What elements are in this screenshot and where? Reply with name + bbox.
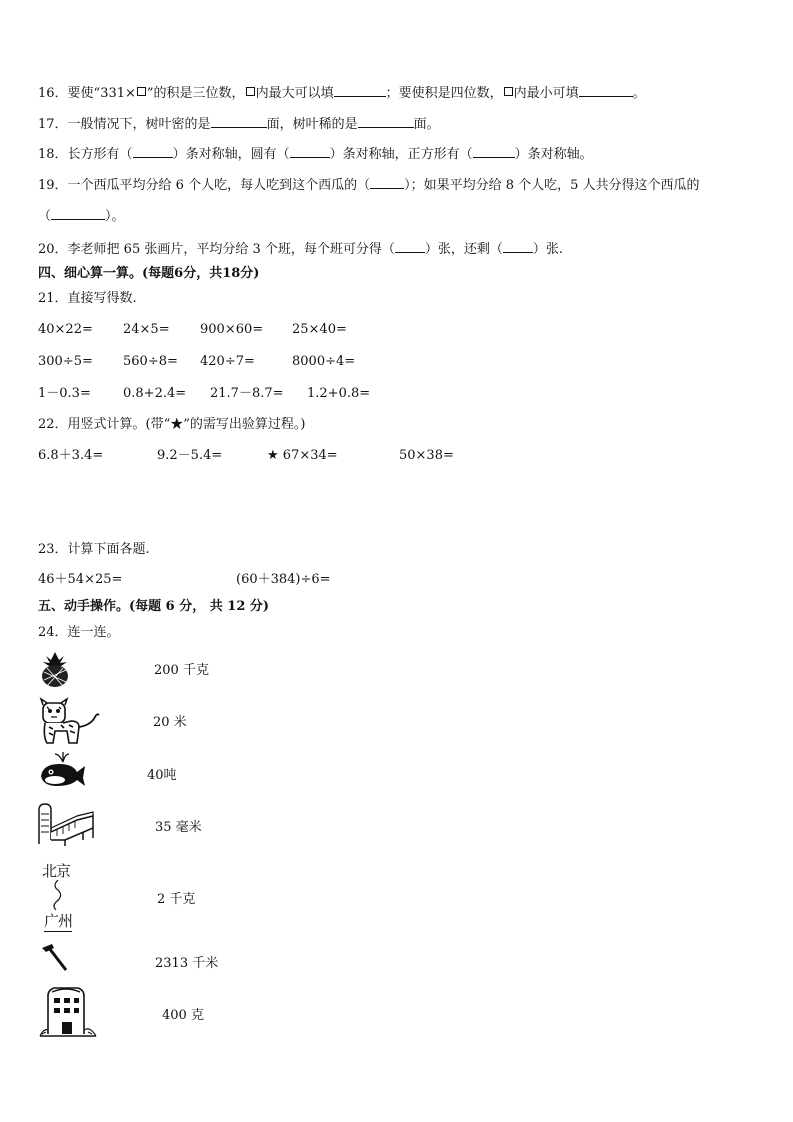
expr-21-2-3: 1.2+0.8= bbox=[307, 386, 371, 401]
answer-blank[interactable] bbox=[334, 84, 386, 97]
expr-21-1-0: 300÷5= bbox=[38, 354, 93, 369]
answer-blank[interactable] bbox=[473, 145, 515, 158]
expr-21-1-2: 420÷7= bbox=[200, 354, 255, 369]
label-1: 20 米 bbox=[153, 715, 187, 730]
nail-icon bbox=[40, 942, 70, 972]
answer-blank[interactable] bbox=[211, 115, 267, 128]
expr-21-1-3: 8000÷4= bbox=[292, 354, 356, 369]
route-line bbox=[50, 880, 66, 910]
answer-blank[interactable] bbox=[290, 145, 330, 158]
tiger-icon bbox=[37, 697, 101, 747]
answer-blank[interactable] bbox=[133, 145, 173, 158]
star-icon: ★ bbox=[170, 417, 184, 432]
question-16: 16．要使“331× ”的积是三位数， 内最大可以填 ；要使积是四位数， 内最小可填 。 bbox=[38, 86, 646, 101]
expr-21-0-0: 40×22= bbox=[38, 322, 93, 337]
label-4: 2 千克 bbox=[157, 892, 196, 907]
bed-icon bbox=[37, 800, 95, 846]
whale-icon bbox=[37, 750, 87, 790]
question-17: 17．一般情况下，树叶密的是 面，树叶稀的是 面。 bbox=[38, 117, 440, 132]
expr-21-2-0: 1－0.3= bbox=[38, 386, 91, 401]
expr-23-1: 46＋54×25= bbox=[38, 572, 123, 587]
answer-blank[interactable] bbox=[358, 115, 414, 128]
expr-22-2: 9.2－5.4= bbox=[157, 448, 223, 463]
question-19-cont: （ ）。 bbox=[38, 209, 125, 224]
expr-21-0-1: 24×5= bbox=[123, 322, 170, 337]
answer-blank[interactable] bbox=[51, 207, 105, 220]
expr-21-0-2: 900×60= bbox=[200, 322, 264, 337]
question-23-title: 23．计算下面各题. bbox=[38, 542, 150, 557]
label-6: 400 克 bbox=[162, 1008, 204, 1023]
section-5-heading: 五、动手操作。(每题 6 分， 共 12 分) bbox=[38, 599, 270, 614]
box-symbol bbox=[504, 87, 513, 96]
question-22-title: 22．用竖式计算。(带“★”的需写出验算过程。) bbox=[38, 417, 306, 432]
map-beijing-guangzhou bbox=[42, 860, 82, 932]
label-0: 200 千克 bbox=[154, 663, 209, 678]
expr-23-2: (60＋384)÷6= bbox=[236, 572, 331, 587]
label-5: 2313 千米 bbox=[155, 956, 219, 971]
question-21-title: 21．直接写得数. bbox=[38, 291, 137, 306]
question-18: 18．长方形有（ ）条对称轴，圆有（ ）条对称轴，正方形有（ ）条对称轴。 bbox=[38, 147, 593, 162]
expr-21-2-2: 21.7－8.7= bbox=[210, 386, 284, 401]
label-3: 35 毫米 bbox=[155, 820, 202, 835]
label-2: 40吨 bbox=[147, 768, 177, 783]
answer-blank[interactable] bbox=[370, 176, 404, 189]
expr-22-1: 6.8＋3.4= bbox=[38, 448, 104, 463]
star-icon: ★ bbox=[267, 448, 279, 463]
question-19: 19．一个西瓜平均分给 6 个人吃，每人吃到这个西瓜的（ ）；如果平均分给 8 个人吃，5 人共分得这个西瓜的 bbox=[38, 178, 700, 193]
pineapple-icon bbox=[37, 650, 73, 688]
box-symbol bbox=[246, 87, 255, 96]
section-4-heading: 四、细心算一算。(每题6分，共18分) bbox=[38, 266, 260, 281]
question-20: 20．李老师把 65 张画片，平均分给 3 个班，每个班可分得（ ）张，还剩（ ）张. bbox=[38, 242, 564, 257]
answer-blank[interactable] bbox=[579, 84, 633, 97]
answer-blank[interactable] bbox=[503, 240, 533, 253]
expr-21-1-1: 560÷8= bbox=[123, 354, 178, 369]
expr-21-0-3: 25×40= bbox=[292, 322, 347, 337]
expr-22-4: 50×38= bbox=[399, 448, 454, 463]
box-symbol bbox=[137, 87, 146, 96]
map-label-beijing: 北京 bbox=[42, 862, 71, 880]
map-label-guangzhou: 广州 bbox=[44, 912, 73, 930]
question-24-title: 24．连一连。 bbox=[38, 625, 120, 640]
expr-21-2-1: 0.8+2.4= bbox=[123, 386, 187, 401]
answer-blank[interactable] bbox=[395, 240, 425, 253]
building-icon bbox=[38, 984, 98, 1038]
expr-22-3: ★ 67×34= bbox=[267, 448, 338, 463]
